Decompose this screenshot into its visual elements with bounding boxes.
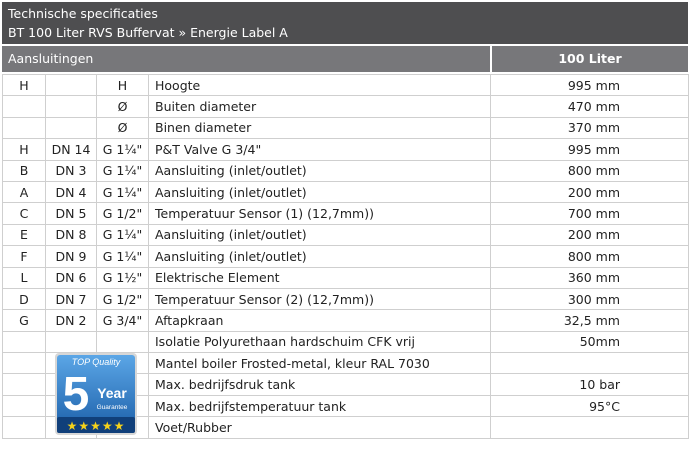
row-dn-cell: DN 7 bbox=[46, 288, 97, 309]
badge-stars-icon: ★★★★★ bbox=[66, 419, 126, 433]
row-thread-cell: G 3/4" bbox=[97, 310, 149, 331]
table-row bbox=[3, 117, 689, 138]
row-value-cell bbox=[491, 417, 689, 438]
row-description-cell: Buiten diameter bbox=[149, 96, 491, 117]
row-thread-cell: G 1¼" bbox=[97, 181, 149, 202]
row-value-cell: 95°C bbox=[491, 395, 689, 416]
row-dn-cell: DN 4 bbox=[46, 181, 97, 202]
row-description-cell: Aansluiting (inlet/outlet) bbox=[149, 246, 491, 267]
row-code-cell: L bbox=[3, 267, 46, 288]
row-thread-cell: G 1¼" bbox=[97, 224, 149, 245]
row-value-cell: 200 mm bbox=[491, 181, 689, 202]
table-row bbox=[3, 331, 689, 352]
row-thread-cell: G 1/2" bbox=[97, 203, 149, 224]
row-value-cell: 300 mm bbox=[491, 288, 689, 309]
row-description-cell: Temperatuur Sensor (1) (12,7mm)) bbox=[149, 203, 491, 224]
row-code-cell: B bbox=[3, 160, 46, 181]
row-value-cell: 995 mm bbox=[491, 75, 689, 96]
badge-number: 5 bbox=[62, 368, 90, 421]
row-dn-cell: DN 14 bbox=[46, 139, 97, 160]
row-description-cell: Max. bedrijfstemperatuur tank bbox=[149, 395, 491, 416]
connections-label: Aansluitingen bbox=[8, 51, 94, 66]
row-code-cell: H bbox=[3, 139, 46, 160]
row-thread-cell: G 1¼" bbox=[97, 246, 149, 267]
row-code-cell: D bbox=[3, 288, 46, 309]
row-code-cell bbox=[3, 417, 46, 438]
row-description-cell: Voet/Rubber bbox=[149, 417, 491, 438]
row-code-cell bbox=[3, 96, 46, 117]
five-year-guarantee-badge bbox=[54, 352, 138, 436]
row-thread-cell: G 1/2" bbox=[97, 288, 149, 309]
table-row bbox=[3, 310, 689, 331]
table-row bbox=[3, 224, 689, 245]
table-row bbox=[3, 267, 689, 288]
badge-guarantee-word: Guarantee bbox=[96, 404, 128, 411]
row-dn-cell bbox=[46, 331, 97, 352]
row-description-cell: Max. bedrijfsdruk tank bbox=[149, 374, 491, 395]
row-code-cell bbox=[3, 374, 46, 395]
row-code-cell: A bbox=[3, 181, 46, 202]
row-code-cell bbox=[3, 331, 46, 352]
row-value-cell: 10 bar bbox=[491, 374, 689, 395]
table-row bbox=[3, 246, 689, 267]
capacity-label: 100 Liter bbox=[558, 51, 622, 66]
spec-title: Technische specificaties bbox=[8, 6, 158, 21]
row-description-cell: Aftapkraan bbox=[149, 310, 491, 331]
table-row bbox=[3, 139, 689, 160]
row-dn-cell: DN 3 bbox=[46, 160, 97, 181]
row-description-cell: Elektrische Element bbox=[149, 267, 491, 288]
row-thread-cell: G 1¼" bbox=[97, 139, 149, 160]
badge-top-text: TOP Quality bbox=[71, 357, 121, 367]
row-thread-cell bbox=[97, 331, 149, 352]
row-description-cell: Mantel boiler Frosted-metal, kleur RAL 7030 bbox=[149, 353, 491, 374]
row-dn-cell bbox=[46, 117, 97, 138]
row-description-cell: Binen diameter bbox=[149, 117, 491, 138]
row-dn-cell: DN 9 bbox=[46, 246, 97, 267]
row-dn-cell bbox=[46, 96, 97, 117]
table-row bbox=[3, 288, 689, 309]
row-dn-cell: DN 6 bbox=[46, 267, 97, 288]
row-description-cell: Aansluiting (inlet/outlet) bbox=[149, 181, 491, 202]
row-thread-cell: H bbox=[97, 75, 149, 96]
row-dn-cell: DN 8 bbox=[46, 224, 97, 245]
row-dn-cell: DN 2 bbox=[46, 310, 97, 331]
row-value-cell: 200 mm bbox=[491, 224, 689, 245]
row-code-cell: E bbox=[3, 224, 46, 245]
row-code-cell: C bbox=[3, 203, 46, 224]
row-value-cell: 470 mm bbox=[491, 96, 689, 117]
row-code-cell bbox=[3, 395, 46, 416]
row-value-cell: 360 mm bbox=[491, 267, 689, 288]
row-value-cell: 32,5 mm bbox=[491, 310, 689, 331]
row-value-cell: 800 mm bbox=[491, 246, 689, 267]
row-description-cell: Temperatuur Sensor (2) (12,7mm)) bbox=[149, 288, 491, 309]
row-description-cell: P&T Valve G 3/4" bbox=[149, 139, 491, 160]
row-description-cell: Hoogte bbox=[149, 75, 491, 96]
row-thread-cell: Ø bbox=[97, 117, 149, 138]
table-row bbox=[3, 203, 689, 224]
row-thread-cell: Ø bbox=[97, 96, 149, 117]
row-description-cell: Aansluiting (inlet/outlet) bbox=[149, 224, 491, 245]
row-description-cell: Isolatie Polyurethaan hardschuim CFK vrij bbox=[149, 331, 491, 352]
row-value-cell: 700 mm bbox=[491, 203, 689, 224]
table-row bbox=[3, 160, 689, 181]
table-row bbox=[3, 181, 689, 202]
row-code-cell: H bbox=[3, 75, 46, 96]
row-code-cell bbox=[3, 117, 46, 138]
spec-header bbox=[2, 2, 688, 44]
row-value-cell bbox=[491, 353, 689, 374]
row-value-cell: 800 mm bbox=[491, 160, 689, 181]
spec-subtitle: BT 100 Liter RVS Buffervat » Energie Label A bbox=[8, 25, 288, 40]
row-thread-cell: G 1½" bbox=[97, 267, 149, 288]
row-thread-cell: G 1¼" bbox=[97, 160, 149, 181]
connections-subheader bbox=[2, 46, 688, 72]
row-code-cell: F bbox=[3, 246, 46, 267]
row-value-cell: 995 mm bbox=[491, 139, 689, 160]
row-value-cell: 50mm bbox=[491, 331, 689, 352]
row-dn-cell bbox=[46, 75, 97, 96]
row-description-cell: Aansluiting (inlet/outlet) bbox=[149, 160, 491, 181]
table-row bbox=[3, 75, 689, 96]
row-dn-cell: DN 5 bbox=[46, 203, 97, 224]
row-code-cell: G bbox=[3, 310, 46, 331]
row-value-cell: 370 mm bbox=[491, 117, 689, 138]
row-code-cell bbox=[3, 353, 46, 374]
badge-year-word: Year bbox=[97, 385, 127, 401]
table-row bbox=[3, 96, 689, 117]
